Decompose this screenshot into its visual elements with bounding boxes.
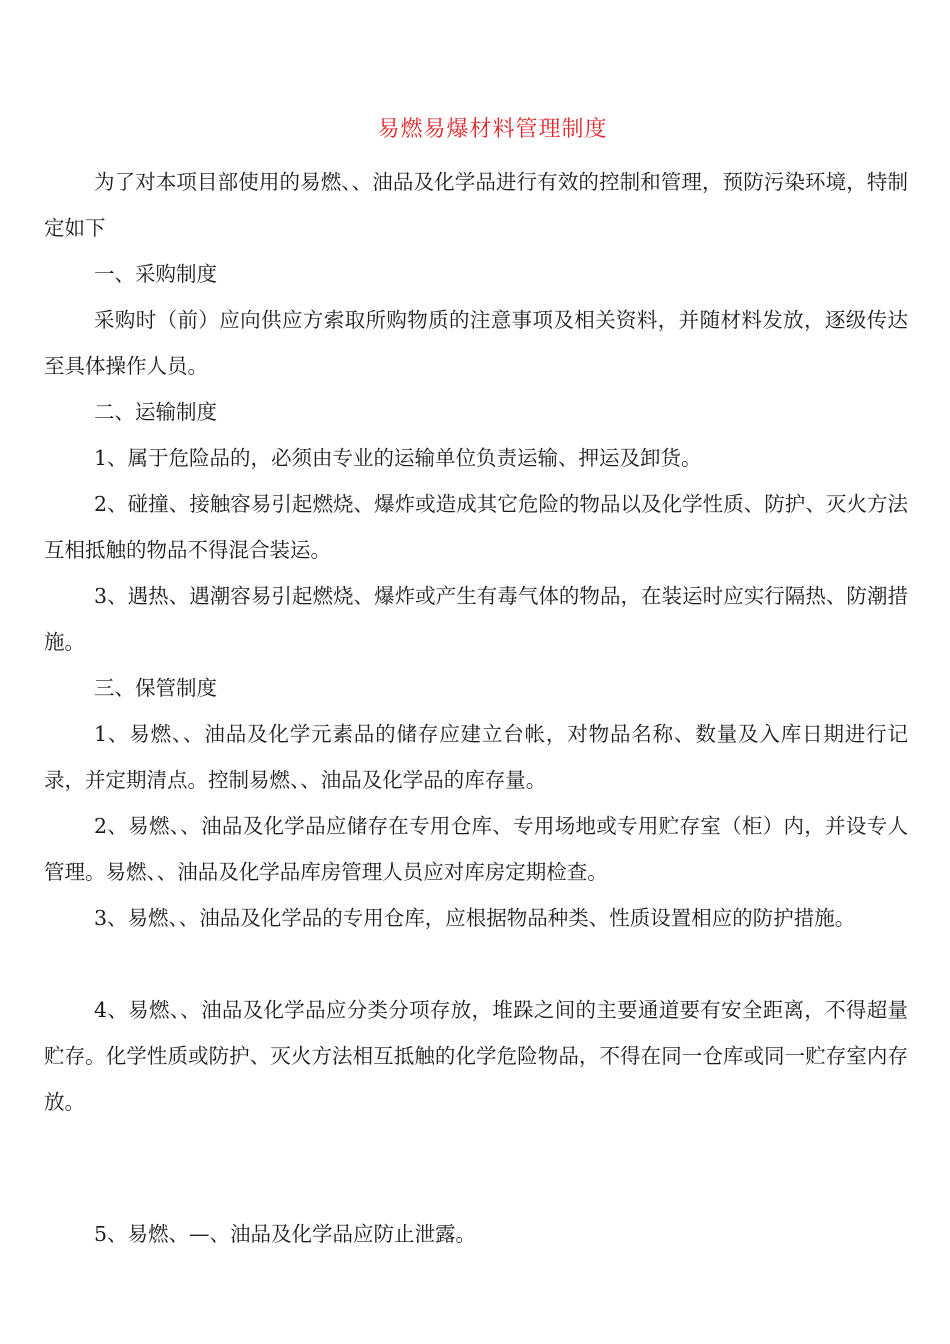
section-heading-transport: 二、运输制度 [94,400,217,424]
storage-item-2: 2、易燃、、油品及化学品应储存在专用仓库、专用场地或专用贮存室（柜）内，并设专人管理。易燃、、油品及化学品库房管理人员应对库房定期检查。 [44,814,908,884]
transport-item-1: 1、属于危险品的，必须由专业的运输单位负责运输、押运及卸货。 [94,446,702,470]
section-heading-storage: 三、保管制度 [94,676,217,700]
transport-item-3: 3、遇热、遇潮容易引起燃烧、爆炸或产生有毒气体的物品，在装运时应实行隔热、防潮措施。 [44,584,908,654]
storage-item-1: 1、易燃、、油品及化学元素品的储存应建立台帐，对物品名称、数量及入库日期进行记录，并定期清点。控制易燃、、油品及化学品的库存量。 [44,722,908,792]
storage-item-4: 4、易燃、、油品及化学品应分类分项存放，堆跺之间的主要通道要有安全距离，不得超量贮存。化学性质或防护、灭火方法相互抵触的化学危险物品，不得在同一仓库或同一贮存室内存放。 [44,998,908,1114]
document-title: 易燃易爆材料管理制度 [377,117,608,142]
purchase-paragraph: 采购时（前）应向供应方索取所购物质的注意事项及相关资料，并随材料发放，逐级传达至具体操作人员。 [44,308,908,378]
transport-item-2: 2、碰撞、接触容易引起燃烧、爆炸或造成其它危险的物品以及化学性质、防护、灭火方法互相抵触的物品不得混合装运。 [44,492,908,562]
storage-item-3: 3、易燃、、油品及化学品的专用仓库，应根据物品种类、性质设置相应的防护措施。 [94,906,856,930]
storage-item-5: 5、易燃、—、油品及化学品应防止泄露。 [94,1222,477,1246]
intro-paragraph: 为了对本项目部使用的易燃、、油品及化学品进行有效的控制和管理，预防污染环境，特制定如下 [44,170,908,240]
section-heading-purchase: 一、采购制度 [94,262,217,286]
